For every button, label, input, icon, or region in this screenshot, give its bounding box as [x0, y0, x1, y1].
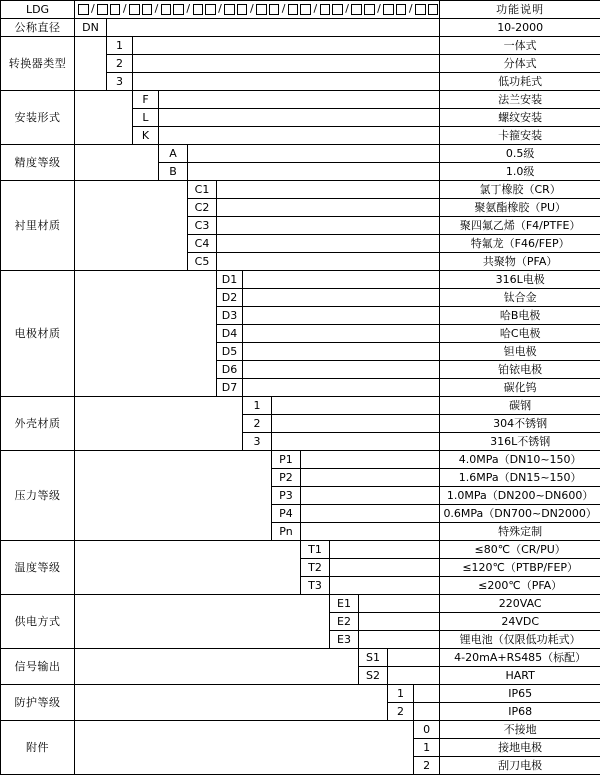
code-pressure-p3: P3: [272, 487, 301, 505]
code-protection-1: 1: [388, 685, 414, 703]
slash-separator: /: [312, 1, 319, 16]
model-box: [364, 4, 375, 15]
code-installation-k: K: [133, 127, 159, 145]
desc-temperature-t3: ≤200℃（PFA）: [440, 577, 600, 595]
code-converter-type-2: 2: [107, 55, 133, 73]
model-box: [205, 4, 216, 15]
slash-separator: /: [90, 1, 97, 16]
slash-separator: /: [344, 1, 351, 16]
spacer-cell: [188, 163, 440, 181]
desc-pressure-p4: 0.6MPa（DN700~DN2000）: [440, 505, 600, 523]
spacer-cell: [159, 109, 440, 127]
table-row: [1, 721, 600, 739]
category-protection-class: 防护等级: [1, 685, 75, 721]
desc-temperature-t1: ≤80℃（CR/PU）: [440, 541, 600, 559]
category-signal-output: 信号输出: [1, 649, 75, 685]
model-box: [300, 4, 311, 15]
spacer-cell: [414, 703, 440, 721]
desc-converter-type-1: 一体式: [440, 37, 600, 55]
category-power-supply: 供电方式: [1, 595, 75, 649]
desc-pressure-p1: 4.0MPa（DN10~150）: [440, 451, 600, 469]
model-box: [351, 4, 362, 15]
slash-separator: /: [217, 1, 224, 16]
model-box: [396, 4, 407, 15]
code-lining-c5: C5: [188, 253, 217, 271]
model-box: [161, 4, 172, 15]
desc-power-e1: 220VAC: [440, 595, 600, 613]
desc-protection-2: IP68: [440, 703, 600, 721]
desc-electrode-d2: 钛合金: [440, 289, 600, 307]
desc-converter-type-3: 低功耗式: [440, 73, 600, 91]
spacer-cell: [133, 37, 440, 55]
spacer-cell: [133, 55, 440, 73]
spacer-cell: [217, 235, 440, 253]
category-accuracy-class: 精度等级: [1, 145, 75, 181]
code-housing-1: 1: [243, 397, 272, 415]
spacer-cell: [359, 595, 440, 613]
table-row: [1, 19, 600, 37]
desc-pressure-p2: 1.6MPa（DN15~150）: [440, 469, 600, 487]
spacer-cell: [301, 451, 440, 469]
code-power-e3: E3: [330, 631, 359, 649]
model-box: [320, 4, 331, 15]
code-converter-type-1: 1: [107, 37, 133, 55]
slash-separator: /: [153, 1, 160, 16]
desc-installation-f: 法兰安装: [440, 91, 600, 109]
desc-electrode-d1: 316L电极: [440, 271, 600, 289]
desc-power-e3: 锂电池（仅限低功耗式）: [440, 631, 600, 649]
model-box: [173, 4, 184, 15]
spacer-cell: [75, 541, 301, 595]
table-row: [1, 397, 600, 415]
spacer-cell: [359, 613, 440, 631]
spacer-cell: [243, 343, 440, 361]
spacer-cell: [75, 685, 388, 721]
code-installation-l: L: [133, 109, 159, 127]
slash-separator: /: [248, 1, 255, 16]
code-dn: DN: [75, 19, 107, 37]
spacer-cell: [75, 721, 414, 775]
code-signal-s2: S2: [359, 667, 388, 685]
spacer-cell: [243, 379, 440, 397]
table-row: [1, 91, 600, 109]
table-row: [1, 451, 600, 469]
table-row: [1, 145, 600, 163]
slash-separator: /: [280, 1, 287, 16]
code-power-e2: E2: [330, 613, 359, 631]
code-electrode-d6: D6: [217, 361, 243, 379]
code-temperature-t2: T2: [301, 559, 330, 577]
model-box: [224, 4, 235, 15]
model-box: [332, 4, 343, 15]
spacer-cell: [217, 217, 440, 235]
category-accessories: 附件: [1, 721, 75, 775]
code-installation-f: F: [133, 91, 159, 109]
spacer-cell: [272, 415, 440, 433]
table-row: [1, 649, 600, 667]
model-box: [288, 4, 299, 15]
spacer-cell: [330, 541, 440, 559]
code-electrode-d7: D7: [217, 379, 243, 397]
function-desc-header: 功能说明: [440, 1, 600, 19]
spacer-cell: [75, 451, 272, 541]
code-lining-c4: C4: [188, 235, 217, 253]
spacer-cell: [133, 73, 440, 91]
desc-temperature-t2: ≤120℃（PTBP/FEP）: [440, 559, 600, 577]
spacer-cell: [243, 307, 440, 325]
code-signal-s1: S1: [359, 649, 388, 667]
slash-separator: /: [121, 1, 128, 16]
desc-lining-c5: 共聚物（PFA）: [440, 253, 600, 271]
desc-signal-s1: 4-20mA+RS485（标配）: [440, 649, 600, 667]
desc-housing-2: 304不锈钢: [440, 415, 600, 433]
spacer-cell: [272, 433, 440, 451]
desc-electrode-d4: 哈C电极: [440, 325, 600, 343]
code-converter-type-3: 3: [107, 73, 133, 91]
spacer-cell: [75, 397, 243, 451]
spacer-cell: [330, 559, 440, 577]
desc-electrode-d6: 铂铱电极: [440, 361, 600, 379]
code-pressure-p1: P1: [272, 451, 301, 469]
category-nominal-diameter: 公称直径: [1, 19, 75, 37]
code-pressure-pn: Pn: [272, 523, 301, 541]
spacer-cell: [243, 361, 440, 379]
spacer-cell: [75, 181, 188, 271]
desc-accuracy-a: 0.5级: [440, 145, 600, 163]
table-row: [1, 595, 600, 613]
spacer-cell: [359, 631, 440, 649]
table-header-row: [1, 1, 600, 19]
desc-pressure-p3: 1.0MPa（DN200~DN600）: [440, 487, 600, 505]
spacer-cell: [330, 577, 440, 595]
category-electrode-material: 电极材质: [1, 271, 75, 397]
desc-pressure-pn: 特殊定制: [440, 523, 600, 541]
desc-lining-c4: 特氟龙（F46/FEP）: [440, 235, 600, 253]
code-temperature-t3: T3: [301, 577, 330, 595]
desc-power-e2: 24VDC: [440, 613, 600, 631]
code-accessory-1: 1: [414, 739, 440, 757]
code-housing-2: 2: [243, 415, 272, 433]
code-protection-2: 2: [388, 703, 414, 721]
table-row: [1, 181, 600, 199]
desc-lining-c3: 聚四氟乙烯（F4/PTFE）: [440, 217, 600, 235]
model-box: [269, 4, 280, 15]
spacer-cell: [75, 145, 159, 181]
desc-housing-1: 碳钢: [440, 397, 600, 415]
category-pressure-class: 压力等级: [1, 451, 75, 541]
desc-accessory-2: 刮刀电极: [440, 757, 600, 775]
code-electrode-d3: D3: [217, 307, 243, 325]
spacer-cell: [414, 685, 440, 703]
code-electrode-d2: D2: [217, 289, 243, 307]
spacer-cell: [75, 649, 359, 685]
code-accessory-0: 0: [414, 721, 440, 739]
spacer-cell: [75, 37, 107, 91]
code-power-e1: E1: [330, 595, 359, 613]
table-row: [1, 271, 600, 289]
spacer-cell: [243, 289, 440, 307]
slash-separator: /: [185, 1, 192, 16]
spacer-cell: [388, 667, 440, 685]
desc-installation-k: 卡箍安装: [440, 127, 600, 145]
desc-lining-c1: 氯丁橡胶（CR）: [440, 181, 600, 199]
code-electrode-d4: D4: [217, 325, 243, 343]
spacer-cell: [107, 19, 440, 37]
slash-separator: /: [407, 1, 414, 16]
model-box: [110, 4, 121, 15]
model-box: [97, 4, 108, 15]
code-pressure-p2: P2: [272, 469, 301, 487]
spacer-cell: [301, 469, 440, 487]
slash-separator: /: [376, 1, 383, 16]
desc-accessory-0: 不接地: [440, 721, 600, 739]
desc-installation-l: 螺纹安装: [440, 109, 600, 127]
desc-accessory-1: 接地电极: [440, 739, 600, 757]
spacer-cell: [272, 397, 440, 415]
category-temperature-class: 温度等级: [1, 541, 75, 595]
spacer-cell: [243, 325, 440, 343]
category-installation-type: 安装形式: [1, 91, 75, 145]
desc-electrode-d7: 碳化钨: [440, 379, 600, 397]
spacer-cell: [217, 253, 440, 271]
spacer-cell: [75, 91, 133, 145]
model-box: [383, 4, 394, 15]
spacer-cell: [301, 523, 440, 541]
code-temperature-t1: T1: [301, 541, 330, 559]
desc-electrode-d3: 哈B电极: [440, 307, 600, 325]
category-housing-material: 外壳材质: [1, 397, 75, 451]
spacer-cell: [301, 487, 440, 505]
spacer-cell: [388, 649, 440, 667]
code-electrode-d5: D5: [217, 343, 243, 361]
code-accessory-2: 2: [414, 757, 440, 775]
desc-nominal-diameter: 10-2000: [440, 19, 600, 37]
category-lining-material: 衬里材质: [1, 181, 75, 271]
model-box: [193, 4, 204, 15]
table-row: [1, 37, 600, 55]
desc-lining-c2: 聚氨酯橡胶（PU）: [440, 199, 600, 217]
spacer-cell: [217, 181, 440, 199]
desc-signal-s2: HART: [440, 667, 600, 685]
model-box: [415, 4, 426, 15]
model-box: [237, 4, 248, 15]
code-accuracy-a: A: [159, 145, 188, 163]
spacer-cell: [159, 127, 440, 145]
code-lining-c1: C1: [188, 181, 217, 199]
code-housing-3: 3: [243, 433, 272, 451]
spacer-cell: [75, 271, 217, 397]
desc-accuracy-b: 1.0级: [440, 163, 600, 181]
desc-housing-3: 316L不锈钢: [440, 433, 600, 451]
category-converter-type: 转换器类型: [1, 37, 75, 91]
desc-electrode-d5: 钽电极: [440, 343, 600, 361]
model-code-boxes: [75, 1, 439, 18]
spacer-cell: [188, 145, 440, 163]
table-row: [1, 685, 600, 703]
model-box: [428, 4, 439, 15]
spacer-cell: [217, 199, 440, 217]
model-boxes-cell: [75, 1, 440, 19]
model-box: [142, 4, 153, 15]
code-accuracy-b: B: [159, 163, 188, 181]
model-box: [129, 4, 140, 15]
code-electrode-d1: D1: [217, 271, 243, 289]
code-pressure-p4: P4: [272, 505, 301, 523]
model-box: [78, 4, 89, 15]
desc-converter-type-2: 分体式: [440, 55, 600, 73]
code-lining-c3: C3: [188, 217, 217, 235]
desc-protection-1: IP65: [440, 685, 600, 703]
model-box: [256, 4, 267, 15]
spacer-cell: [159, 91, 440, 109]
spacer-cell: [243, 271, 440, 289]
table-row: [1, 541, 600, 559]
spacer-cell: [301, 505, 440, 523]
code-lining-c2: C2: [188, 199, 217, 217]
model-prefix-cell: LDG: [1, 1, 75, 19]
spacer-cell: [75, 595, 330, 649]
